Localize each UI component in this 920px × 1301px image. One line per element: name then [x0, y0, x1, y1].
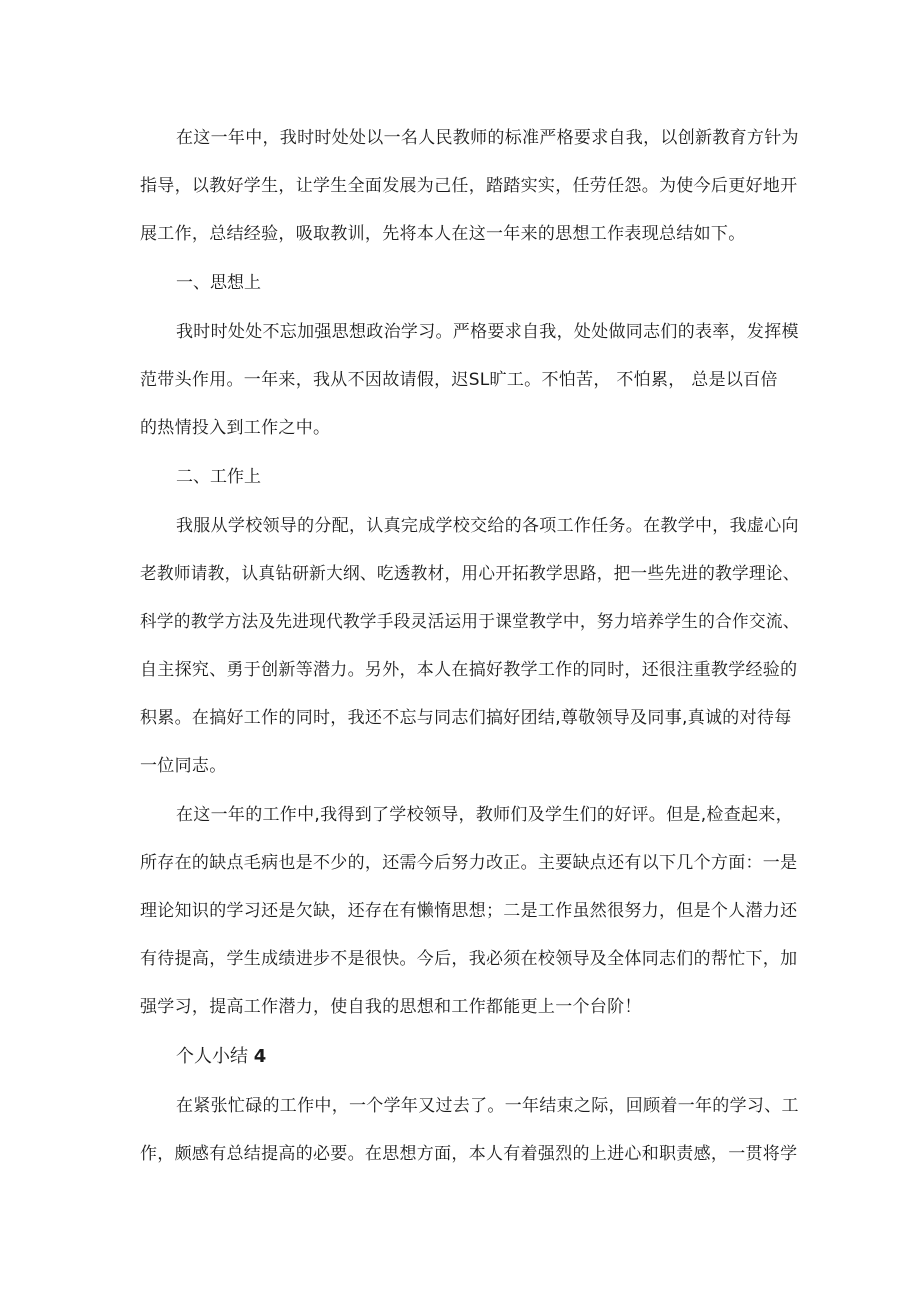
- review-line-5: 强学习，提高工作潜力，使自我的思想和工作都能更上一个台阶！: [140, 997, 642, 1017]
- summary-heading: [176, 1045, 266, 1069]
- summary-heading-number: 4: [253, 1046, 267, 1067]
- intro-line-1: 在这一年中，我时时处处以一名人民教师的标准严格要求自我，以创新教育方针为: [176, 128, 799, 148]
- summary-heading-text: 个人小结: [176, 1046, 248, 1067]
- work-line-2: 老教师请教，认真钻研新大纲、吃透教材，用心开拓教学思路，把一些先进的教学理论、: [140, 564, 800, 584]
- intro-line-3: 展工作，总结经验，吸取教训，先将本人在这一年来的思想工作表现总结如下。: [140, 224, 746, 244]
- summary-line-1: 在紧张忙碌的工作中，一个学年又过去了。一年结束之际，回顾着一年的学习、工: [176, 1096, 799, 1116]
- thought-line-2: 范带头作用。一年来，我从不因故请假，迟SL旷工。不怕苦， 不怕累， 总是以百倍: [140, 370, 778, 390]
- work-line-4: 自主探究、勇于创新等潜力。另外，本人在搞好教学工作的同时，还很注重教学经验的: [140, 660, 798, 680]
- review-line-3: 理论知识的学习还是欠缺，还存在有懒惰思想；二是工作虽然很努力，但是个人潜力还: [140, 901, 798, 921]
- work-line-3: 科学的教学方法及先进现代教学手段灵活运用于课堂教学中，努力培养学生的合作交流、: [140, 612, 800, 632]
- review-line-2: 所存在的缺点毛病也是不少的，还需今后努力改正。主要缺点还有以下几个方面：一是: [140, 853, 798, 873]
- review-line-4: 有待提高，学生成绩进步不是很快。今后，我必须在校领导及全体同志们的帮忙下，加: [140, 949, 798, 969]
- section-heading-thought: 一、思想上: [176, 273, 261, 293]
- work-line-1: 我服从学校领导的分配，认真完成学校交给的各项工作任务。在教学中，我虚心向: [176, 516, 799, 536]
- review-line-1: 在这一年的工作中,我得到了学校领导，教师们及学生们的好评。但是,检查起来，: [176, 805, 793, 825]
- thought-line-1: 我时时处处不忘加强思想政治学习。严格要求自我，处处做同志们的表率，发挥模: [176, 322, 799, 342]
- section-heading-work: 二、工作上: [176, 467, 261, 487]
- thought-line-3: 的热情投入到工作之中。: [140, 418, 331, 438]
- work-line-6: 一位同志。: [140, 756, 227, 776]
- work-line-5: 积累。在搞好工作的同时，我还不忘与同志们搞好团结,尊敬领导及同事,真诚的对待每: [140, 708, 792, 728]
- intro-line-2: 指导，以教好学生，让学生全面发展为己任，踏踏实实，任劳任怨。为使今后更好地开: [140, 176, 798, 196]
- summary-line-2: 作，颇感有总结提高的必要。在思想方面，本人有着强烈的上进心和职责感，一贯将学: [140, 1144, 798, 1164]
